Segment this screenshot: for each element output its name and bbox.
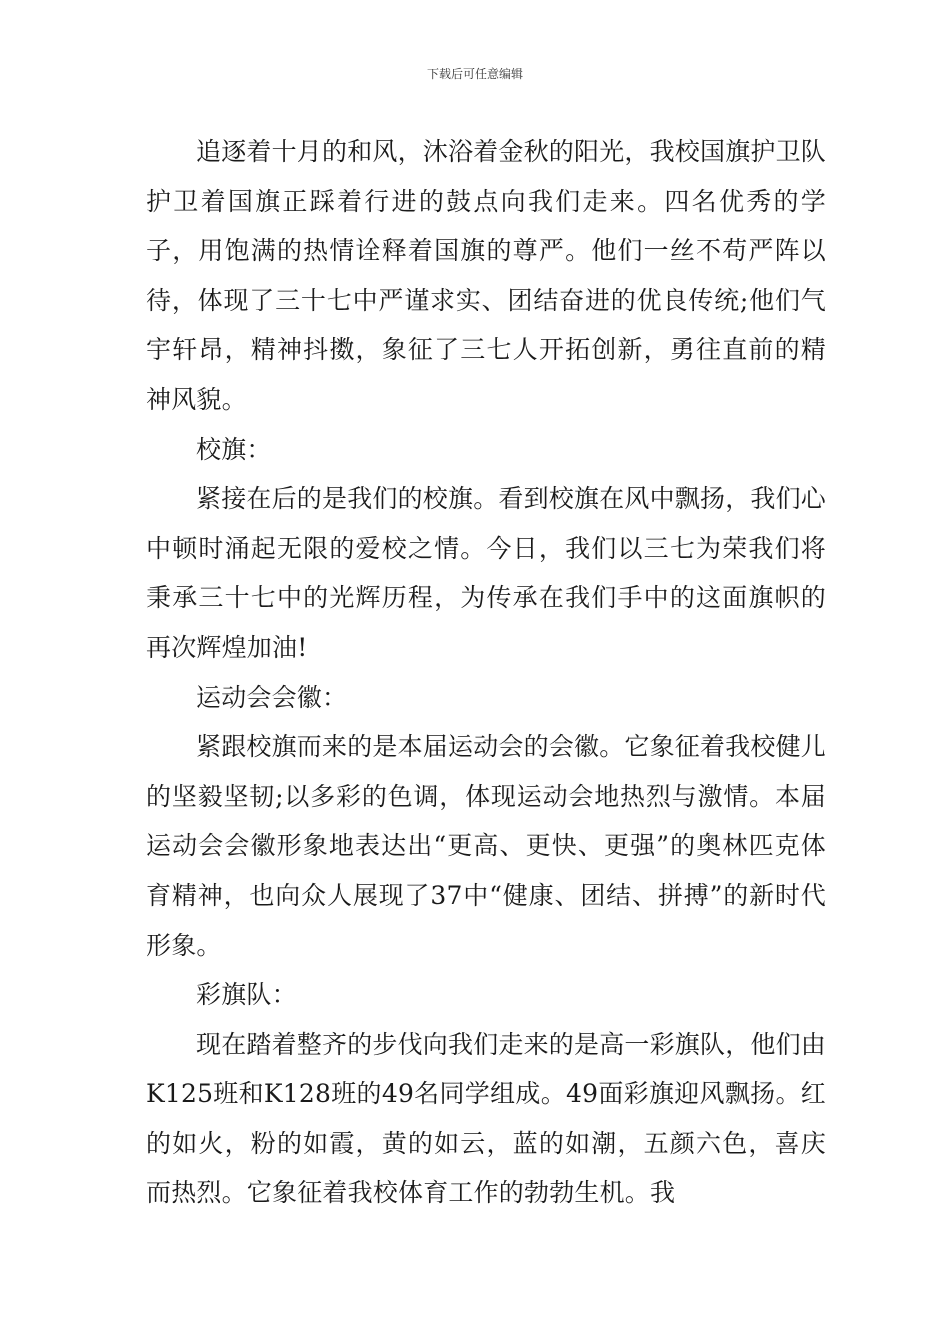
paragraph-flag-guard: 追逐着十月的和风，沐浴着金秋的阳光，我校国旗护卫队护卫着国旗正踩着行进的鼓点向我们走来。四名优秀的学子，用饱满的热情诠释着国旗的尊严。他们一丝不苟严阵以待，体现了三十七中严谨求实、团结奋进的优良传统;他们气宇轩昂，精神抖擞，象征了三七人开拓创新，勇往直前的精神风貌。: [146, 137, 827, 414]
paragraph-games-emblem: 紧跟校旗而来的是本届运动会的会徽。它象征着我校健儿的坚毅坚韧;以多彩的色调，体现运动会地热烈与激情。本届运动会会徽形象地表达出“更高、更快、更强”的奥林匹克体育精神，也向众人展现了37中“健康、团结、拼搏”的新时代形象。: [146, 732, 827, 960]
paragraph-color-flag-team: 现在踏着整齐的步伐向我们走来的是高一彩旗队，他们由K125班和K128班的49名同学组成。49面彩旗迎风飘扬。红的如火，粉的如霞，黄的如云，蓝的如潮，五颜六色，喜庆而热烈。它象征着我校体育工作的勃勃生机。我: [146, 1029, 827, 1208]
document-body: [146, 127, 826, 1218]
section-heading-color-flag-team: 彩旗队：: [196, 980, 297, 1010]
page-header: 下载后可任意编辑: [426, 67, 523, 81]
paragraph-school-flag: 紧接在后的是我们的校旗。看到校旗在风中飘扬，我们心中顿时涌起无限的爱校之情。今日，我们以三七为荣我们将秉承三十七中的光辉历程，为传承在我们手中的这面旗帜的再次辉煌加油!: [146, 484, 827, 662]
section-heading-school-flag: 校旗：: [196, 434, 272, 464]
section-heading-games-emblem: 运动会会徽：: [196, 682, 348, 712]
